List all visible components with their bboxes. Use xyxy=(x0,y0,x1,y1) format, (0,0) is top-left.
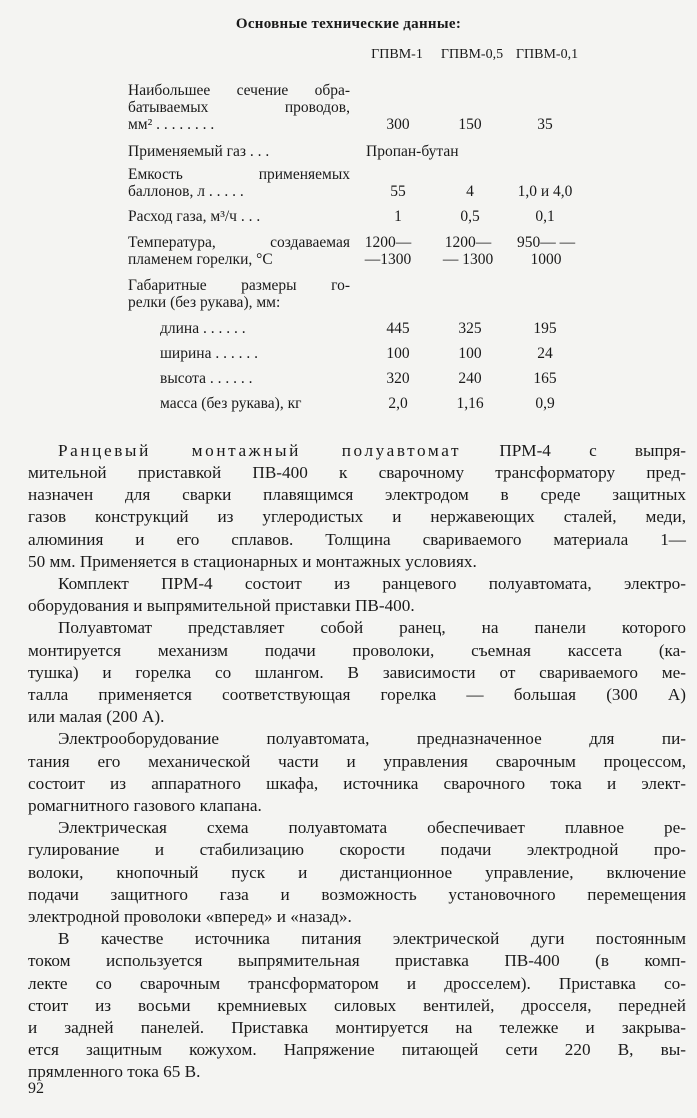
paragraph: Ранцевый монтажный полуавтомат ПРМ-4 с выпря- xyxy=(58,441,686,460)
table-cell: 35 xyxy=(537,116,553,133)
row-label: Применяемый газ . . . xyxy=(128,143,270,160)
body-text-continued xyxy=(28,462,686,1084)
table-cell: 24 xyxy=(537,345,553,362)
paragraph: Комплект ПРМ-4 состоит из ранцевого полуавтомата, электро- оборудования и выпрямительной приставки ПВ-400. xyxy=(28,574,686,616)
column-header-gpvm-05: ГПВМ-0,5 xyxy=(440,47,504,62)
page-number: 92 xyxy=(28,1080,44,1097)
table-cell: 1,0 и 4,0 xyxy=(517,183,573,200)
paragraph: мительной приставкой ПВ-400 к сварочному трансформатору пред- назначен для сварки плавящимся электродом в среде защитных газов конструкций из углеродистых и нержавеющих сталей, меди, алюминия и его сплавов. Толщина свариваемого материала 1— 50 мм. Применяется в стационарных и монтажных условиях. xyxy=(28,463,686,571)
table-cell: 0,1 xyxy=(535,208,555,225)
column-header-gpvm-1: ГПВМ-1 xyxy=(371,47,423,62)
table-cell: 0,9 xyxy=(535,395,555,412)
row-label: Температура, создаваемая пламенем горелки, °С xyxy=(128,234,350,268)
table-cell: 195 xyxy=(533,320,557,337)
row-label: масса (без рукава), кг xyxy=(160,395,302,412)
row-label: Расход газа, м³/ч . . . xyxy=(128,208,261,225)
table-cell: 320 xyxy=(386,370,410,387)
table-cell-span: Пропан-бутан xyxy=(366,143,459,160)
table-cell: 100 xyxy=(458,345,482,362)
table-cell: 165 xyxy=(533,370,557,387)
table-cell: 240 xyxy=(458,370,482,387)
table-cell: 4 xyxy=(466,183,474,200)
row-label: высота . . . . . . xyxy=(160,370,253,387)
row-label: Наибольшее сечение обра- батываемых проводов, мм² . . . . . . . . xyxy=(128,82,350,133)
table-cell: 325 xyxy=(458,320,482,337)
row-label: ширина . . . . . . xyxy=(160,345,258,362)
table-cell: 1,16 xyxy=(456,395,484,412)
table-cell: 1200— — 1300 xyxy=(442,234,494,268)
table-cell: 150 xyxy=(458,116,482,133)
table-cell: 1200— —1300 xyxy=(364,234,412,268)
table-cell: 300 xyxy=(386,116,410,133)
column-header-gpvm-01: ГПВМ-0,1 xyxy=(515,47,579,62)
table-cell: 445 xyxy=(386,320,410,337)
paragraph: Электрическая схема полуавтомата обеспечивает плавное ре- гулирование и стабилизацию скорости подачи электродной про- волоки, кнопочный пуск и дистанционное управление, включение подачи защитного газа и возможность установочного перемещения электродной проволоки «вперед» и «назад». xyxy=(28,818,686,927)
table-cell: 950— —1000 xyxy=(516,234,576,268)
row-label: длина . . . . . . xyxy=(160,320,246,337)
body-text xyxy=(58,440,686,462)
paragraph: Полуавтомат представляет собой ранец, на панели которого монтируется механизм подачи проволоки, съемная кассета (ка- тушка) и горелка со шлангом. В зависимости от свариваемого ме- талла применяется соответствующая горелка — большая (300 А) или малая (200 А). xyxy=(28,618,686,727)
table-cell: 55 xyxy=(390,183,406,200)
row-label: Емкость применяемых баллонов, л . . . . . xyxy=(128,166,350,200)
paragraph: Электрооборудование полуавтомата, предназначенное для пи- тания его механической части и управления сварочным процессом, состоит из аппаратного шкафа, источника сварочного тока и элект- ромагнитного газового клапана. xyxy=(28,729,686,816)
table-cell: 2,0 xyxy=(388,395,408,412)
paragraph: В качестве источника питания электрической дуги постоянным током используется выпрямительная приставка ПВ-400 (в комп- лекте со сварочным трансформатором и дросселем). Приставка со- стоит из восьми кремниевых силовых вентилей, дросселя, передней и задней панелей. Приставка монтируется на тележке и закрыва- ется защитным кожухом. Напряжение питающей сети 220 В, вы- прямленного тока 65 В. xyxy=(28,929,686,1082)
table-cell: 100 xyxy=(386,345,410,362)
table-title: Основные технические данные: xyxy=(235,16,462,32)
row-label: Габаритные размеры го- релки (без рукава), мм: xyxy=(128,277,350,311)
table-cell: 1 xyxy=(394,208,402,225)
table-cell: 0,5 xyxy=(460,208,480,225)
